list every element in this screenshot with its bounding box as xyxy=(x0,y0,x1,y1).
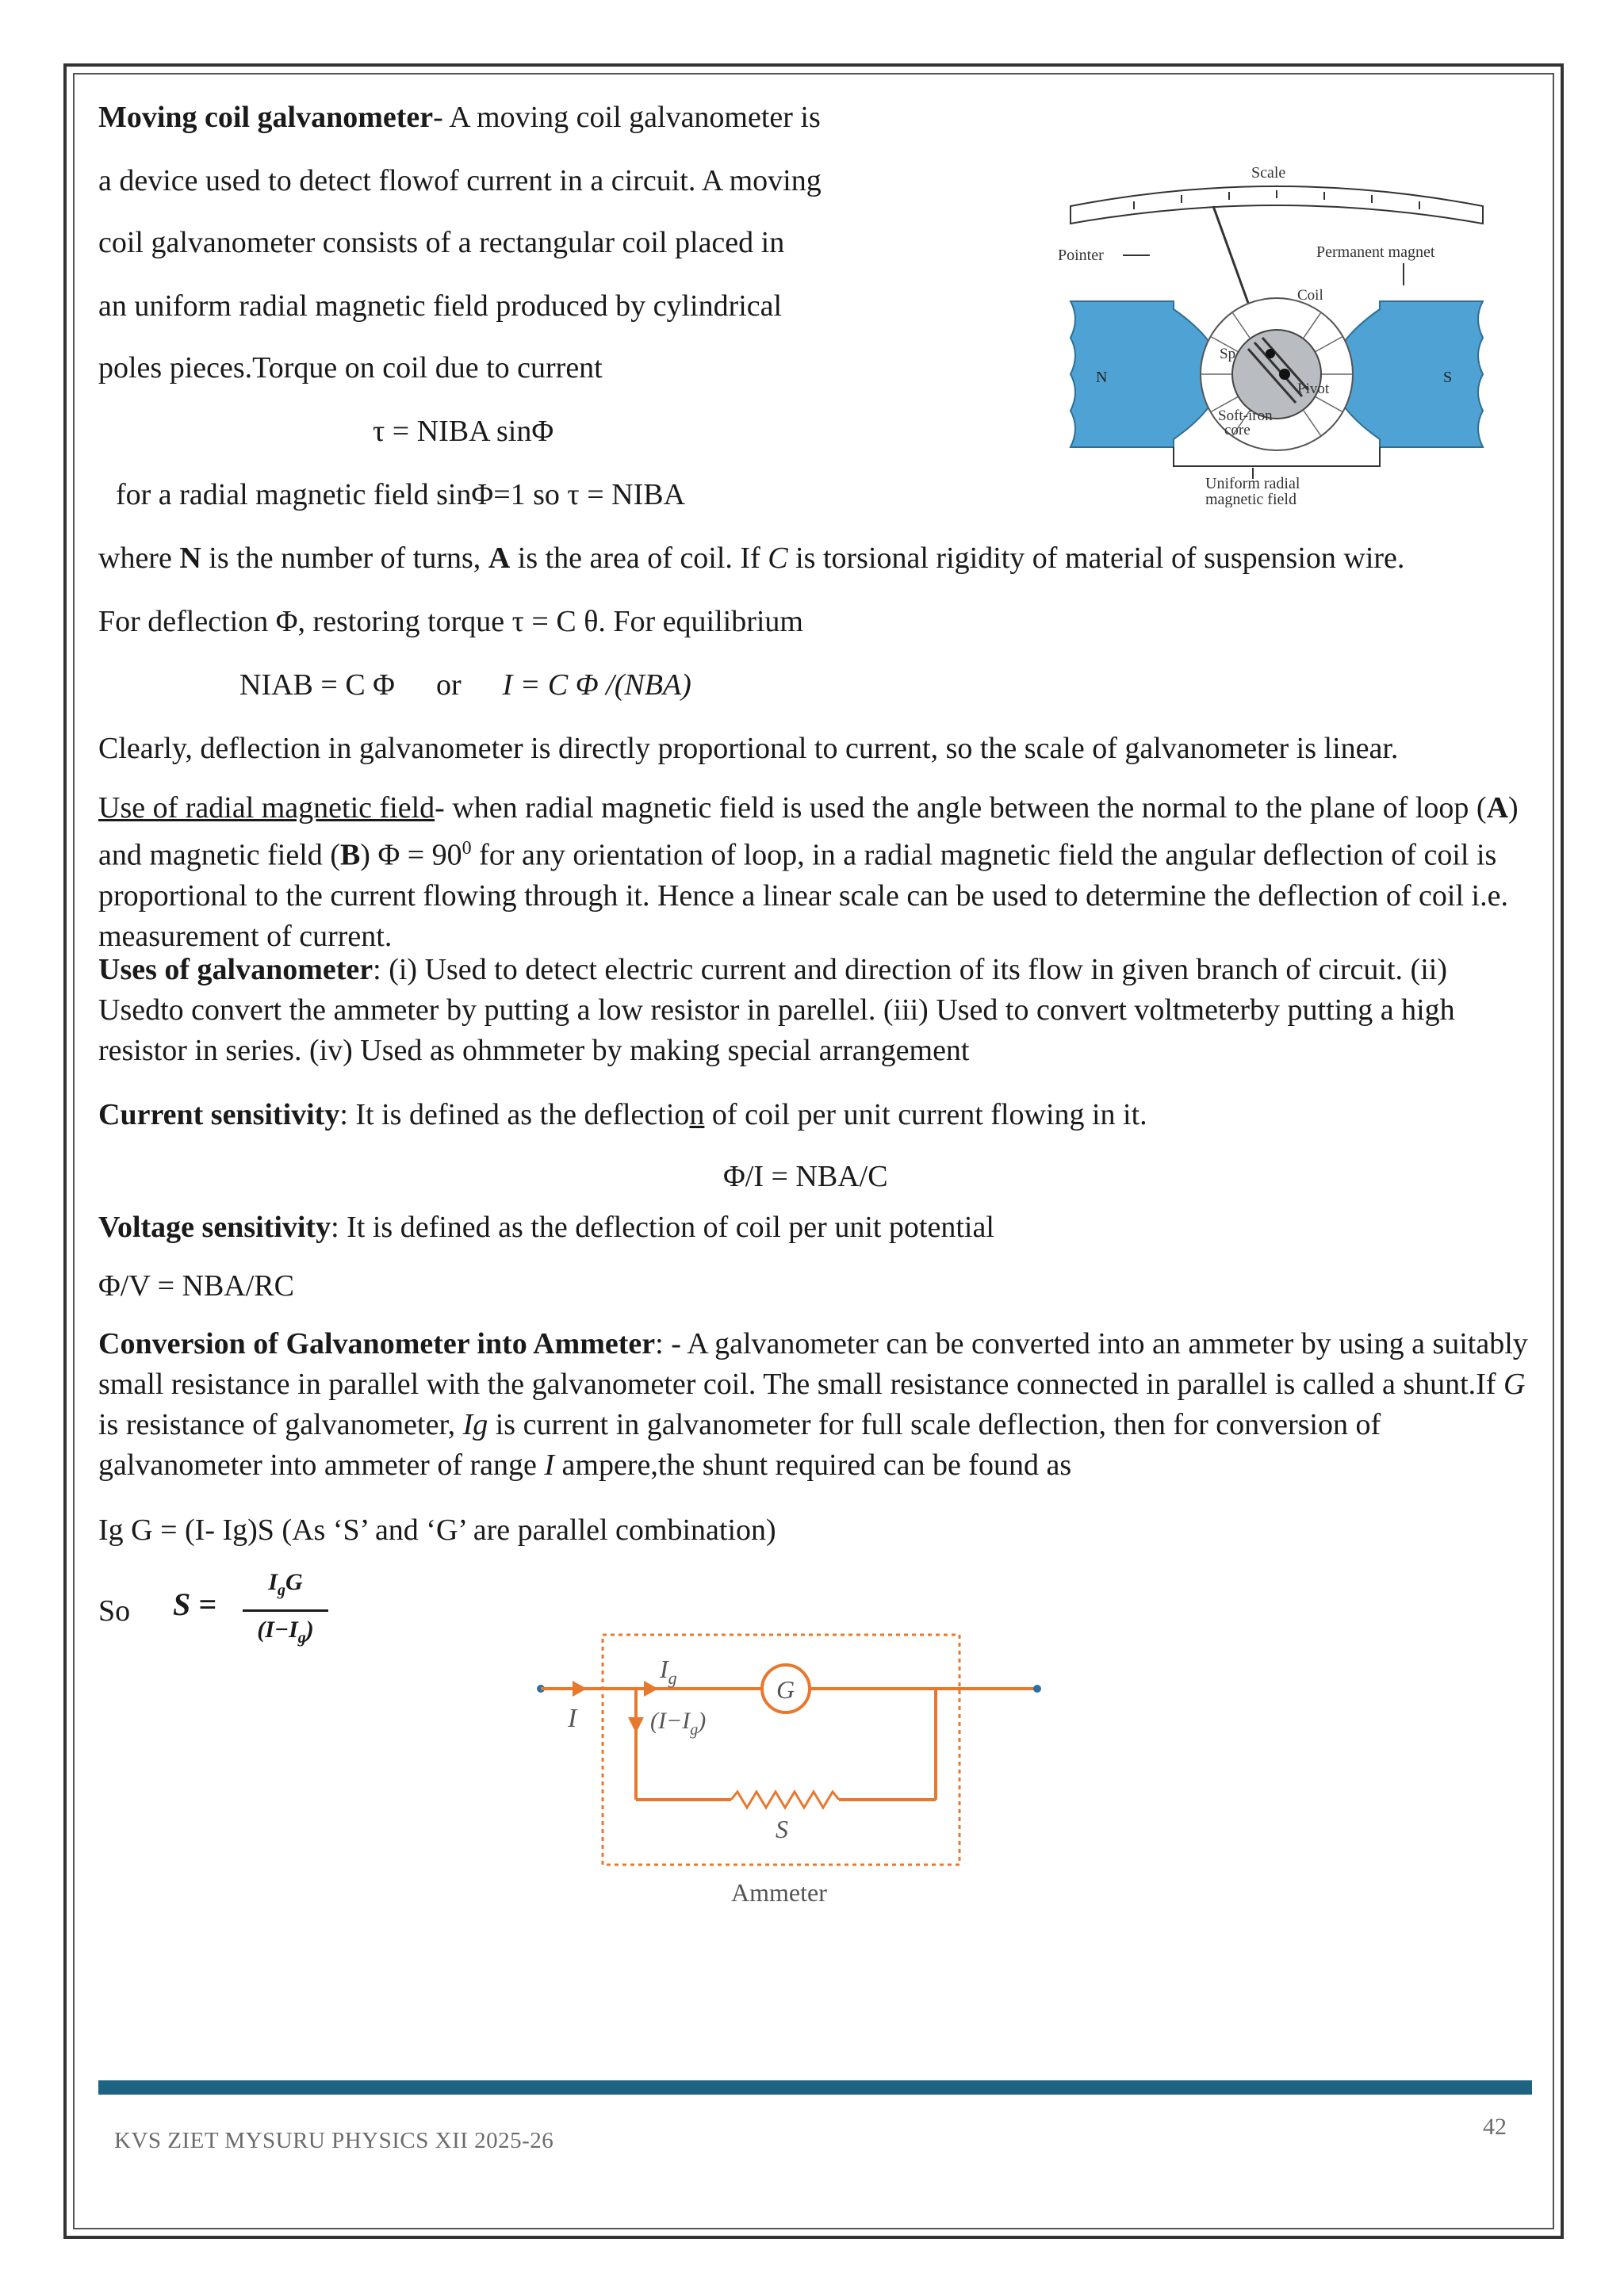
torque-equation: τ = NIBA sinΦ xyxy=(373,415,554,448)
radial-heading: Use of radial magnetic field xyxy=(98,791,435,825)
north-pole-magnet xyxy=(1071,301,1221,447)
circuit-galvanometer-label: G xyxy=(776,1675,795,1704)
where-line: where N is the number of turns, A is the area of coil. If C is torsional rigidity of material of suspension wire. xyxy=(98,541,1405,575)
shunt-numerator: $I_gG$ xyxy=(268,1569,303,1599)
voltage-sensitivity-heading: Voltage sensitivity xyxy=(98,1211,331,1244)
diagram-pivot-label: Pivot xyxy=(1297,381,1330,397)
pivot xyxy=(1279,369,1290,380)
shunt-resistor xyxy=(731,1792,839,1808)
diagram-uniform-label-1: Uniform radial xyxy=(1205,475,1300,492)
current-sensitivity-equation: Φ/I = NBA/C xyxy=(723,1160,888,1193)
galvanometer-diagram xyxy=(1055,159,1507,507)
shunt-equation: Ig G = (I- Ig)S (As ‘S’ and ‘G’ are parallel combination) xyxy=(98,1513,776,1547)
diagram-pointer-label: Pointer xyxy=(1058,247,1104,264)
mcg-line-1 xyxy=(98,97,821,138)
shunt-current-arrow xyxy=(628,1717,644,1733)
mcg-line-5: poles pieces.Torque on coil due to current xyxy=(98,351,603,385)
uses-paragraph: Uses of galvanometer: (i) Used to detect electric current and direction of its flow in given branch of circuit. (ii) Usedto convert the ammeter by putting a low resistor in parellel. (iii) Used to convert voltmeterby putting a high resistor in series. (iv) Used as ohmmeter by making special arrangement xyxy=(98,953,1455,1067)
output-terminal xyxy=(1033,1685,1041,1693)
mcg-title: Moving coil galvanometer xyxy=(98,101,434,134)
so-label: So xyxy=(98,1594,131,1628)
current-sensitivity-line: Current sensitivity: It is defined as the deflection of coil per unit current flowing in it. xyxy=(98,1098,1147,1131)
fraction-bar xyxy=(243,1609,328,1612)
diagram-north-label: N xyxy=(1096,369,1108,386)
mcg-line1-text: - A moving coil galvanometer is xyxy=(433,101,821,134)
voltage-sensitivity-equation: Φ/V = NBA/RC xyxy=(98,1269,294,1303)
voltage-sensitivity-line: Voltage sensitivity: It is defined as the deflection of coil per unit potential xyxy=(98,1211,994,1244)
diagram-scale-label: Scale xyxy=(1251,164,1286,182)
diagram-south-label: S xyxy=(1443,369,1453,386)
deflection-line: For deflection Φ, restoring torque τ = C θ. For equilibrium xyxy=(98,605,803,638)
shunt-denominator: $(I-I_g)$ xyxy=(257,1617,314,1647)
uses-heading: Uses of galvanometer xyxy=(98,953,373,986)
mcg-line-3: coil galvanometer consists of a rectangular coil placed in xyxy=(98,226,785,259)
spring xyxy=(1266,349,1275,358)
mcg-line-6: for a radial magnetic field sinΦ=1 so τ = NIBA xyxy=(116,478,686,511)
diagram-soft-iron-label-1: Soft-iron xyxy=(1218,408,1273,424)
circuit-ammeter-label: Ammeter xyxy=(731,1878,827,1907)
equilibrium-equation: NIAB = C Φ or I = C Φ /(NBA) xyxy=(239,668,691,702)
current-arrow xyxy=(573,1681,587,1697)
diagram-permanent-magnet-label: Permanent magnet xyxy=(1316,243,1435,261)
circuit-current-label: I xyxy=(568,1704,577,1733)
shunt-lhs: S = xyxy=(173,1586,217,1622)
ammeter-circuit xyxy=(523,1601,1063,1919)
radial-field-paragraph: Use of radial magnetic field- when radial magnetic field is used the angle between the normal to the plane of loop (A) and magnetic field (B) $\Phi = 90^0$ for any orientation of loop, in a radial magnetic field the angular deflection of coil is proportional to the current flowing through it. Hence a linear scale can be used to determine the deflection of coil i.e. measurement of current. xyxy=(98,791,1519,953)
footer-title: KVS ZIET MYSURU PHYSICS XII 2025-26 xyxy=(114,2128,554,2153)
circuit-shunt-current-label: $(I-I_g)$ xyxy=(650,1708,707,1739)
ig-arrow xyxy=(644,1681,658,1697)
circuit-ig-label: $I_g$ xyxy=(660,1655,677,1688)
conversion-paragraph: Conversion of Galvanometer into Ammeter: - A galvanometer can be converted into an ammeter by using a suitably small resistance in parallel with the galvanometer coil. The small resistance connected in parallel is called a shunt.If G is resistance of galvanometer, Ig is current in galvanometer for full scale deflection, then for conversion of galvanometer into ammeter of range I ampere,the shunt required can be found as xyxy=(98,1327,1528,1482)
mcg-line-2: a device used to detect flowof current in a circuit. A moving xyxy=(98,164,822,197)
linear-scale-line: Clearly, deflection in galvanometer is directly proportional to current, so the scale of galvanometer is linear. xyxy=(98,732,1399,765)
current-sensitivity-heading: Current sensitivity xyxy=(98,1098,340,1131)
diagram-uniform-label-2: magnetic field xyxy=(1205,491,1297,507)
page-number: 42 xyxy=(1483,2114,1507,2140)
footer-bar xyxy=(98,2080,1532,2095)
mcg-line-4: an uniform radial magnetic field produced by cylindrical xyxy=(98,289,783,323)
diagram-soft-iron-label-2: core xyxy=(1224,422,1251,438)
soft-iron-core xyxy=(1232,330,1321,419)
south-pole-magnet xyxy=(1332,301,1483,447)
diagram-coil-label: Coil xyxy=(1297,287,1323,304)
conversion-heading: Conversion of Galvanometer into Ammeter xyxy=(98,1327,656,1360)
diagram-sp-label: Sp xyxy=(1220,346,1236,362)
circuit-shunt-label: S xyxy=(776,1815,788,1843)
